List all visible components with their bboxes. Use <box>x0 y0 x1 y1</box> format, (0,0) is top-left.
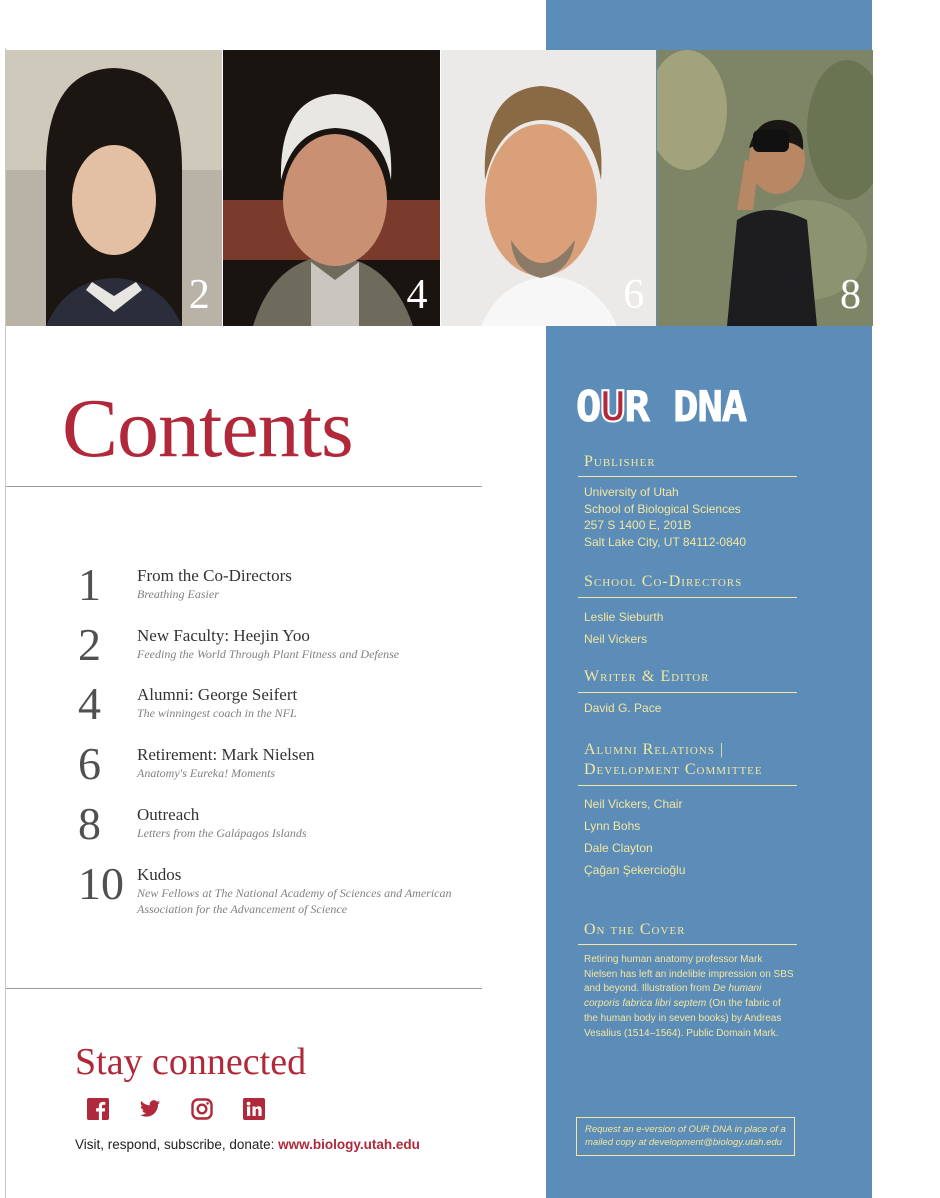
person-name: Dale Clayton <box>584 841 653 855</box>
toc-page-number: 6 <box>78 738 101 789</box>
cover-heading: On the Cover <box>584 921 686 938</box>
photo-mark-nielsen[interactable] <box>441 50 657 326</box>
toc-subtitle: Breathing Easier <box>137 587 219 601</box>
facebook-icon[interactable] <box>87 1098 109 1120</box>
page-margin <box>872 0 940 1198</box>
toc-subtitle: The winningest coach in the NFL <box>137 706 297 720</box>
person-name: Neil Vickers <box>584 632 648 646</box>
logo-rest: R DNA <box>624 386 747 426</box>
toc-item[interactable] <box>78 678 478 741</box>
toc-page-number: 4 <box>78 678 101 729</box>
visit-line <box>75 1137 420 1152</box>
person-name: Neil Vickers, Chair <box>584 797 683 811</box>
visit-text: Visit, respond, subscribe, donate: <box>75 1137 275 1152</box>
toc-subtitle: Anatomy's Eureka! Moments <box>137 766 276 780</box>
alumni-heading <box>584 740 763 780</box>
address-line: University of Utah <box>584 485 679 499</box>
divider <box>6 988 482 989</box>
person-name: Lynn Bohs <box>584 819 641 833</box>
toc-item[interactable] <box>78 798 478 861</box>
toc-page-number: 8 <box>78 798 101 849</box>
divider <box>578 692 797 693</box>
divider <box>578 785 797 786</box>
address-line: 257 S 1400 E, 201B <box>584 518 692 532</box>
cover-text: (On the fabric of the human body in seven books) by Andreas Vesalius (1514–1564). Public Domain Mark. <box>584 998 782 1039</box>
photo-binoculars[interactable] <box>657 50 873 326</box>
writer-heading: Writer & Editor <box>584 668 710 685</box>
svg-text:OUR DNA <box>576 386 747 426</box>
publisher-heading: Publisher <box>584 453 656 470</box>
instagram-icon[interactable] <box>191 1098 213 1120</box>
toc-title: Outreach <box>137 805 200 824</box>
address-line: Salt Lake City, UT 84112-0840 <box>584 534 747 549</box>
stay-connected-heading: Stay connected <box>75 1041 307 1083</box>
linkedin-icon[interactable] <box>243 1098 265 1120</box>
photo-heejin-yoo[interactable] <box>6 50 222 326</box>
publisher-address <box>584 484 746 550</box>
photo-page-number: 4 <box>406 272 428 318</box>
photo-george-seifert[interactable] <box>223 50 440 326</box>
toc-page-number: 1 <box>78 559 101 610</box>
toc-item[interactable] <box>78 619 478 682</box>
photo-page-number: 2 <box>188 272 210 318</box>
codirectors-heading: School Co-Directors <box>584 573 743 590</box>
person-name: David G. Pace <box>584 701 662 715</box>
cover-text: Retiring human anatomy professor Mark Nielsen has left an indelible impression on SBS and beyond. Illustration from <box>584 954 794 995</box>
toc-item[interactable] <box>78 858 478 925</box>
writer-list <box>584 700 661 717</box>
toc-title: From the Co-Directors <box>137 566 292 585</box>
divider <box>578 476 797 477</box>
toc-title: Retirement: Mark Nielsen <box>137 745 315 764</box>
toc-item[interactable] <box>78 559 478 622</box>
toc-title: Alumni: George Seifert <box>137 685 298 704</box>
toc-title: New Faculty: Heejin Yoo <box>137 626 310 645</box>
alumni-heading-line: Alumni Relations | <box>584 741 725 758</box>
toc-title: Kudos <box>137 865 182 884</box>
contents-heading: Contents <box>62 382 353 475</box>
toc-page-number: 10 <box>78 858 124 909</box>
twitter-icon[interactable] <box>139 1098 161 1120</box>
toc-page-number: 2 <box>78 619 101 670</box>
cover-description <box>584 953 796 1041</box>
toc-subtitle: New Fellows at The National Academy of Sciences and American Association for the Advancement of Science <box>137 886 452 916</box>
toc-subtitle: Feeding the World Through Plant Fitness and Defense <box>137 647 400 661</box>
website-link[interactable]: www.biology.utah.edu <box>278 1137 420 1152</box>
photo-page-number: 8 <box>840 272 861 318</box>
divider <box>578 944 797 945</box>
photo-strip <box>6 50 873 326</box>
divider <box>578 597 797 598</box>
cover-book-title: De humani corporis fabrica libri septem <box>584 983 762 1010</box>
alumni-list <box>584 793 685 881</box>
address-line: School of Biological Sciences <box>584 501 741 516</box>
toc-subtitle: Letters from the Galápagos Islands <box>137 826 307 840</box>
divider <box>6 486 482 487</box>
person-name: Çağan Şekercioğlu <box>584 863 686 877</box>
toc-item[interactable] <box>78 738 478 801</box>
logo-o: O <box>576 386 601 426</box>
photo-page-number: 6 <box>623 272 645 318</box>
person-name: Leslie Sieburth <box>584 610 664 624</box>
codirectors-list <box>584 606 663 650</box>
alumni-heading-line: Development Committee <box>584 761 763 778</box>
logo-u: U <box>600 386 625 426</box>
e-version-notice[interactable]: Request an e-version of OUR DNA in place of a mailed copy at development@biology.utah.edu <box>576 1117 795 1156</box>
our-dna-logo <box>576 386 804 431</box>
